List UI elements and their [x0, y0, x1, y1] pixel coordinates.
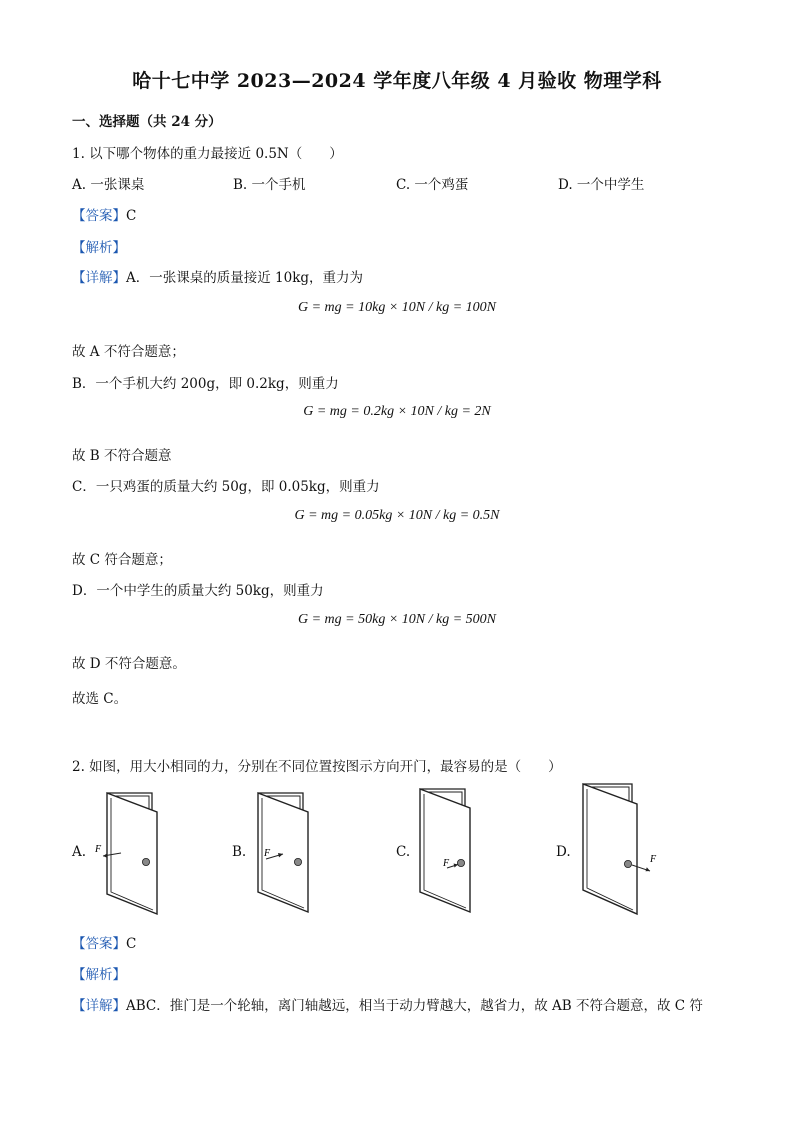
door-figure-b	[252, 790, 322, 920]
analysis-tag: 【解析】	[72, 240, 126, 256]
question-2-stem: 2. 如图，用大小相同的力，分别在不同位置按图示方向开门，最容易的是（ ）	[72, 759, 562, 775]
q2-answer-value: C	[126, 936, 137, 952]
conclusion-b: 故 B 不符合题意	[72, 448, 172, 464]
detail-tag: 【详解】	[72, 270, 126, 286]
section-heading: 一、选择题（共 24 分）	[72, 114, 222, 130]
formula-a: G = mg = 10kg × 10N / kg = 100N	[297, 300, 496, 315]
formula-b: G = mg = 0.2kg × 10N / kg = 2N	[303, 404, 491, 419]
figure-label-a: A.	[72, 844, 87, 860]
formula-c: G = mg = 0.05kg × 10N / kg = 0.5N	[294, 508, 500, 523]
detail-line-c: C．一只鸡蛋的质量大约 50g，即 0.05kg，则重力	[72, 479, 380, 495]
formula-d: G = mg = 50kg × 10N / kg = 500N	[297, 612, 496, 627]
force-label-d: F	[650, 854, 657, 865]
force-label-b: F	[264, 848, 271, 859]
answer-line	[72, 204, 136, 224]
q2-detail-line	[72, 994, 703, 1014]
force-label-c: F	[443, 858, 450, 869]
conclusion-a: 故 A 不符合题意；	[72, 344, 185, 360]
figure-label-b: B.	[232, 844, 247, 860]
door-figure-a	[95, 790, 165, 920]
figure-label-d: D.	[556, 844, 571, 860]
option-c: C. 一个鸡蛋	[396, 177, 469, 193]
option-b: B. 一个手机	[233, 177, 306, 193]
detail-a-text: A．一张课桌的质量接近 10kg，重力为	[126, 270, 364, 286]
q2-detail-tag: 【详解】	[72, 998, 126, 1014]
answer-value: C	[126, 208, 137, 224]
figure-label-c: C.	[396, 844, 411, 860]
conclusion-c: 故 C 符合题意；	[72, 552, 172, 568]
force-label-a: F	[95, 844, 102, 855]
door-figure-c	[414, 786, 484, 920]
q2-answer-tag: 【答案】	[72, 936, 126, 952]
option-a: A. 一张课桌	[72, 177, 145, 193]
page-title: 哈十七中学 2023—2024 学年度八年级 4 月验收 物理学科	[132, 70, 662, 92]
q2-answer-line	[72, 932, 136, 952]
q2-detail-text: ABC．推门是一个轮轴，离门轴越远，相当于动力臂越大，越省力，故 AB 不符合题意，故 C 符	[126, 998, 703, 1014]
detail-line-d: D．一个中学生的质量大约 50kg，则重力	[72, 583, 324, 599]
q2-analysis-tag: 【解析】	[72, 967, 126, 983]
detail-line-a	[72, 266, 363, 286]
answer-tag: 【答案】	[72, 208, 126, 224]
door-figure-d	[580, 780, 670, 922]
final-choice: 故选 C。	[72, 691, 128, 707]
conclusion-d: 故 D 不符合题意。	[72, 656, 186, 672]
option-d: D. 一个中学生	[558, 177, 645, 193]
question-1-stem: 1. 以下哪个物体的重力最接近 0.5N（ ）	[72, 146, 343, 162]
detail-line-b: B．一个手机大约 200g，即 0.2kg，则重力	[72, 376, 339, 392]
